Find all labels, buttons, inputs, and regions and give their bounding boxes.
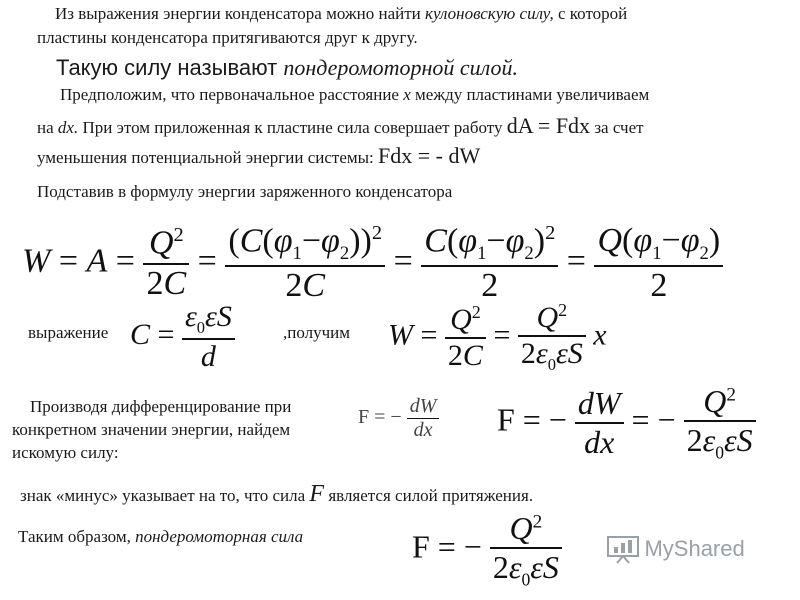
paragraph-3-line-2: [37, 113, 644, 139]
force-derivative-small: F = − $\frac{dW}{dx}$: [358, 395, 439, 442]
paragraph-2-italic: пондеромоторной силой.: [283, 55, 519, 80]
presentation-icon: [606, 534, 640, 564]
p3-l2-c: за счет: [590, 118, 644, 137]
p3-l3-a: уменьшения потенциальной энергии системы:: [37, 148, 379, 167]
sign-text-b: является силой притяжения.: [324, 486, 534, 505]
expression-label: выражение: [28, 323, 109, 342]
p3-l2-dx: dx.: [57, 118, 79, 137]
paragraph-ponderomotive: [56, 55, 518, 81]
diff-text-line-1: Производя дифференцирование при: [30, 397, 292, 416]
diff-text-line-2: конкретном значении энергии, найдем: [12, 420, 291, 439]
paragraph-3-line-1: [60, 85, 649, 105]
conclusion-italic: пондеромоторная сила: [135, 527, 304, 546]
energy-equation: W = A = $\frac{Q^2}{2C}$ = $\frac{(C(\varphi_1-\varphi_2))^2}{2C}$ = $\frac{C(\varphi_1-\varphi_2)^2}{2}$ = $\frac{Q(\varphi_1-\varphi_2)}{2}$: [22, 222, 723, 305]
p3-l3-formula: Fdx = - dW: [378, 143, 481, 168]
fraction-c-phi-squared: $\frac{(C(\varphi_1-\varphi_2))^2}{2C}$: [225, 222, 385, 305]
p3-l1-x: x: [403, 85, 411, 104]
paragraph-2-text: Такую силу называют: [56, 55, 284, 80]
myshared-logo: [606, 534, 745, 564]
paragraph-1-text-b: с которой: [553, 4, 628, 23]
sign-text: [20, 481, 533, 508]
paragraph-1-text-a: Из выражения энергии конденсатора можно найти: [55, 4, 426, 23]
energy-x-formula: W = $\frac{Q^2}{2C}$ = $\frac{Q^2}{2\varepsilon_0\varepsilon S}$ x: [388, 300, 607, 374]
diff-text-line-3: искомую силу:: [12, 443, 119, 462]
p3-l1-b: между пластинами увеличиваем: [410, 85, 650, 104]
capacitance-formula: C = $\frac{\varepsilon_0\varepsilon S}{d}$: [130, 300, 235, 374]
paragraph-3-line-3: [37, 143, 480, 169]
p3-l2-formula: dA = Fdx: [506, 113, 591, 138]
fraction-q2-2c: $\frac{Q^2}{2C}$: [143, 224, 189, 302]
sign-text-f: F: [309, 481, 325, 507]
logo-text: MyShared: [644, 536, 745, 561]
conclusion-text: [18, 527, 303, 547]
paragraph-1-line-2: пластины конденсатора притягиваются друг к другу.: [37, 28, 418, 47]
fraction-c-phi-2: $\frac{C(\varphi_1-\varphi_2)^2}{2}$: [421, 222, 558, 305]
paragraph-coulomb-force: [55, 4, 627, 24]
fraction-q-phi-2: $\frac{Q(\varphi_1-\varphi_2)}{2}$: [594, 222, 723, 305]
substitute-text: Подставив в формулу энергии заряженного конденсатора: [37, 182, 453, 201]
p3-l2-b: При этом приложенная к пластине сила совершает работу: [78, 118, 507, 137]
force-derivative-large: F = − $\frac{dW}{dx}$ = − $\frac{Q^2}{2\varepsilon_0\varepsilon S}$: [497, 383, 756, 463]
obtain-label: ,получим: [283, 323, 351, 342]
p3-l1-a: Предположим, что первоначальное расстояние: [60, 85, 404, 104]
paragraph-1-italic: кулоновскую силу,: [425, 4, 554, 23]
p3-l2-a: на: [37, 118, 58, 137]
conclusion-a: Таким образом,: [18, 527, 136, 546]
sign-text-a: знак «минус» указывает на то, что сила: [20, 486, 310, 505]
ponderomotive-force-formula: F = − $\frac{Q^2}{2\varepsilon_0\varepsilon S}$: [412, 510, 562, 590]
